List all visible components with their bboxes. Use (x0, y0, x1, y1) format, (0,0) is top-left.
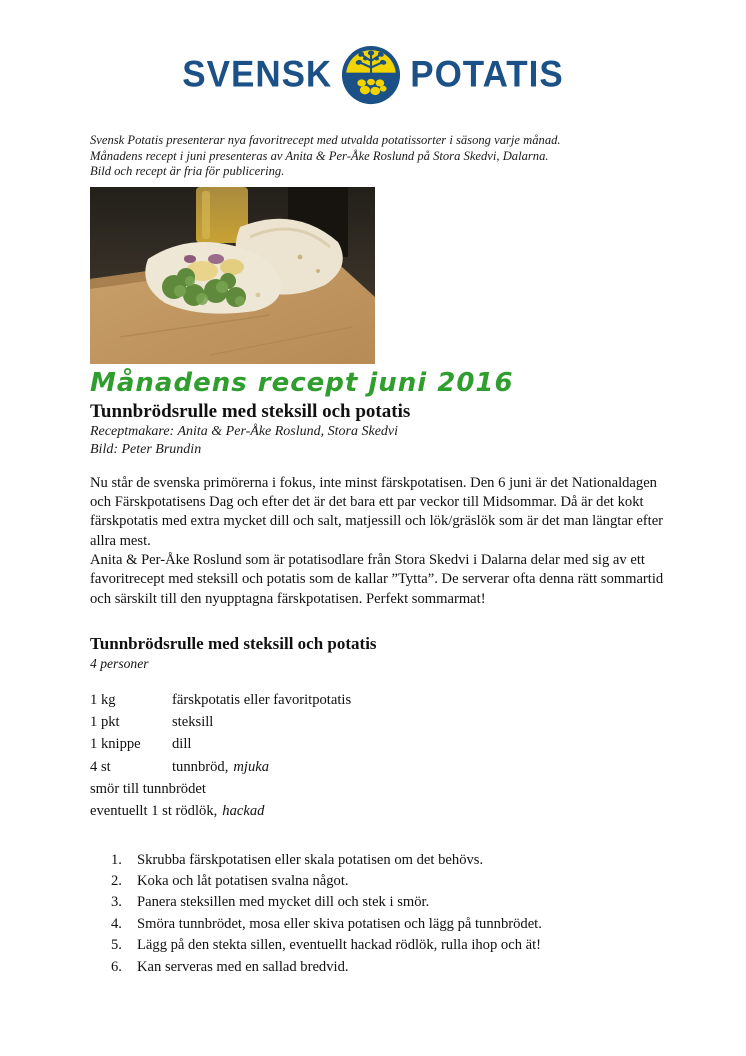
ingredient-row (90, 689, 662, 711)
step-item (111, 871, 650, 892)
ingredient-note: hackad (222, 803, 265, 820)
ingredient-extra-text: smör till tunnbrödet (90, 781, 206, 798)
potato-plant-emblem-icon (341, 45, 401, 105)
ingredient-extra-line (90, 778, 662, 800)
ingredient-qty: 1 knippe (90, 736, 141, 753)
step-item (111, 935, 650, 956)
intro-line-1: Svensk Potatis presenterar nya favoritrecept med utvalda potatissorter i säsong varje månad. (90, 133, 561, 147)
step-number: 4. (111, 915, 122, 932)
ingredient-note: mjuka (233, 758, 270, 775)
step-text: Kan serveras med en sallad bredvid. (137, 958, 349, 975)
step-item (111, 914, 650, 935)
servings-label: 4 personer (90, 655, 149, 671)
ingredient-name: tunnbröd, (172, 758, 229, 775)
ingredient-extra-line (90, 800, 662, 822)
step-text: Lägg på den stekta sillen, eventuellt hackad rödlök, rulla ihop och ät! (137, 937, 542, 954)
step-number: 2. (111, 873, 122, 890)
intro-line-3: Bild och recept är fria för publicering. (90, 164, 285, 179)
step-number: 5. (111, 937, 122, 954)
step-text: Koka och låt potatisen svalna något. (137, 873, 349, 890)
ingredient-qty: 4 st (90, 758, 111, 775)
ingredients-list (90, 689, 662, 823)
credit-photo: Bild: Peter Brundin (90, 442, 202, 458)
ingredient-row (90, 756, 662, 778)
body-text (90, 474, 668, 609)
svensk-potatis-logo (84, 45, 662, 105)
logo-word-potatis: POTATIS (410, 53, 564, 96)
intro-line-2: Månadens recept i juni presenteras av Anita & Per-Åke Roslund på Stora Skedvi, Dalarna. (90, 148, 549, 163)
step-item (111, 850, 650, 871)
step-item (111, 957, 650, 978)
credit-recipe-maker: Receptmakare: Anita & Per-Åke Roslund, Stora Skedvi (90, 423, 399, 439)
ingredient-extra-text: eventuellt 1 st rödlök, (90, 803, 218, 820)
recipe-photo (90, 187, 375, 364)
ingredient-name: dill (172, 736, 192, 753)
body-paragraph-1: Nu står de svenska primörerna i fokus, inte minst färskpotatisen. Den 6 juni är det Nationaldagen och Färskpotatisens Dag och efter det är det bara ett par veckor till Midsommar. Då är det kokt färskpotatis med extra mycket dill och salt, matjessill och lök/gräslök som är det man längtar efter allra mest. (90, 474, 664, 549)
step-number: 3. (111, 894, 122, 911)
step-text: Skrubba färskpotatisen eller skala potatisen om det behövs. (137, 851, 484, 868)
ingredient-row (90, 733, 662, 755)
ingredient-qty: 1 pkt (90, 714, 120, 731)
month-recipe-heading: Månadens recept juni 2016 (90, 367, 514, 398)
intro-text (90, 133, 662, 180)
logo-word-svensk: SVENSK (182, 53, 333, 96)
step-text: Panera steksillen med mycket dill och stek i smör. (137, 894, 430, 911)
body-paragraph-2: Anita & Per-Åke Roslund som är potatisodlare från Stora Skedvi i Dalarna delar med sig av ett favoritrecept med steksill och potatis som de kallar ”Tytta”. De serverar ofta denna rätt sommartid och särskilt till den nyupptagna färskpotatisen. Perfekt sommarmat! (90, 551, 664, 607)
step-number: 6. (111, 958, 122, 975)
step-text: Smöra tunnbrödet, mosa eller skiva potatisen och lägg på tunnbrödet. (137, 915, 542, 932)
instructions-list (90, 850, 650, 978)
ingredient-name: färskpotatis eller favoritpotatis (172, 691, 352, 708)
ingredient-row (90, 711, 662, 733)
ingredient-qty: 1 kg (90, 691, 116, 708)
recipe-main-title: Tunnbrödsrulle med steksill och potatis (90, 400, 411, 422)
ingredient-name: steksill (172, 714, 214, 731)
step-item (111, 892, 650, 913)
recipe-section-title: Tunnbrödsrulle med steksill och potatis (90, 633, 377, 653)
step-number: 1. (111, 851, 122, 868)
